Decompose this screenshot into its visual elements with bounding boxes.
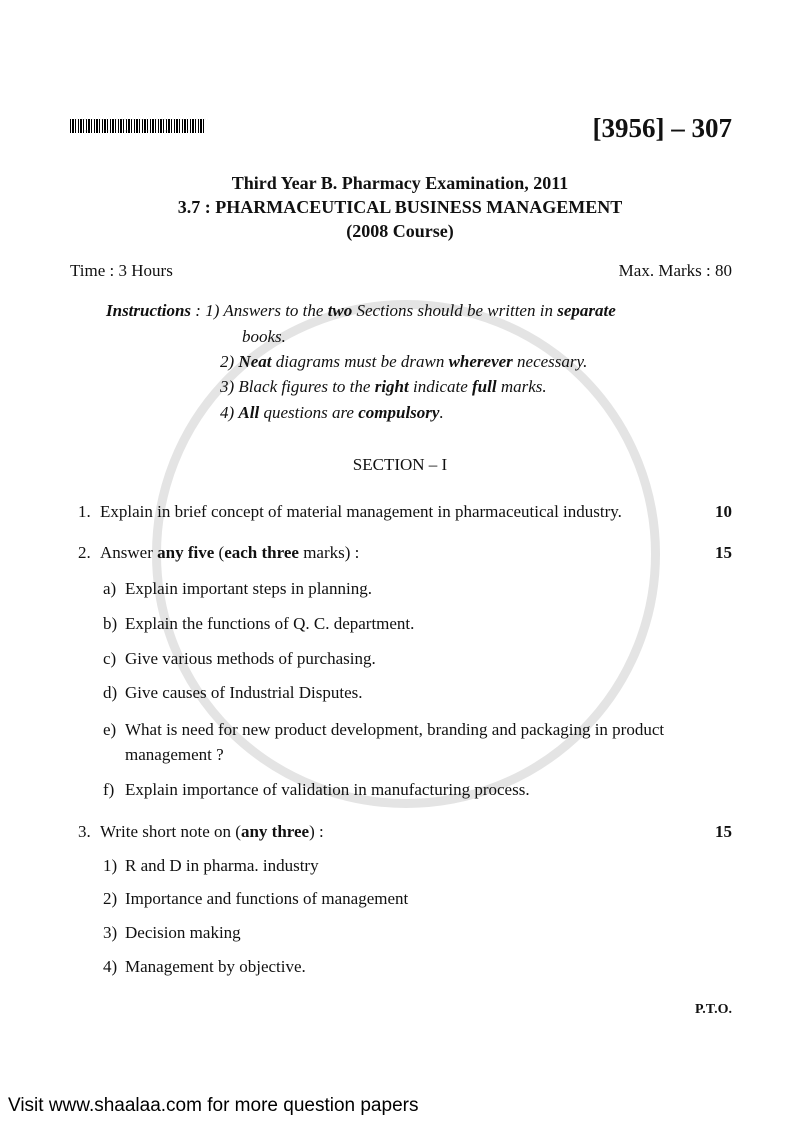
bold: Neat: [238, 352, 272, 371]
q2e-text: What is need for new product development, branding and packaging in product: [125, 720, 665, 739]
num: 1): [205, 301, 220, 320]
q2c-number: c): [103, 649, 117, 668]
course-title: (2008 Course): [346, 221, 454, 241]
instructions-label: Instructions: [106, 301, 192, 320]
q3-3-number: 3): [103, 923, 118, 942]
q3-4-number: 4): [103, 957, 118, 976]
pto-label: P.T.O.: [695, 1002, 732, 1017]
colon: :: [191, 301, 206, 320]
q2c-text: Give various methods of purchasing.: [125, 649, 376, 668]
footer-promo: Visit www.shaalaa.com for more question papers: [8, 1095, 419, 1116]
q3-2-text: Importance and functions of management: [125, 889, 409, 908]
instruction-1-cont: books.: [242, 327, 286, 346]
bold: wherever: [448, 352, 513, 371]
max-marks: Max. Marks : 80: [618, 261, 732, 280]
q2e-number: e): [103, 720, 117, 739]
q1-text: Explain in brief concept of material management in pharmaceutical industry.: [100, 502, 622, 521]
bold: two: [327, 301, 353, 320]
instruction-2: [220, 353, 587, 370]
text: diagrams must be drawn: [271, 352, 449, 371]
text: ) :: [309, 822, 324, 841]
q2a-number: a): [103, 579, 117, 598]
text: Write short note on (: [100, 822, 241, 841]
time-label: Time : 3 Hours: [70, 261, 173, 280]
q1-number: 1.: [78, 502, 91, 521]
text: indicate: [408, 377, 473, 396]
text: Sections should be written in: [352, 301, 558, 320]
instruction-4: [220, 404, 444, 421]
instruction-3: [220, 378, 547, 395]
text: marks) :: [298, 543, 360, 562]
q2a-text: Explain important steps in planning.: [125, 579, 372, 598]
q2b-text: Explain the functions of Q. C. department.: [125, 614, 415, 633]
num: 4): [220, 403, 235, 422]
q3-4-text: Management by objective.: [125, 957, 306, 976]
q2f-text: Explain importance of validation in manufacturing process.: [125, 780, 530, 799]
q3-marks: 15: [715, 822, 732, 841]
subject-title: 3.7 : PHARMACEUTICAL BUSINESS MANAGEMENT: [177, 197, 623, 217]
text: questions are: [259, 403, 359, 422]
text: Answer: [100, 543, 158, 562]
q2-text: [100, 544, 359, 561]
text: necessary.: [512, 352, 588, 371]
num: 2): [220, 352, 235, 371]
text: marks.: [496, 377, 547, 396]
barcode: [70, 119, 206, 133]
q2b-number: b): [103, 614, 118, 633]
q3-2-number: 2): [103, 889, 118, 908]
q2f-number: f): [103, 780, 115, 799]
bold: full: [472, 377, 497, 396]
text: .: [439, 403, 444, 422]
num: 3): [220, 377, 235, 396]
bold: any three: [240, 822, 310, 841]
q2d-text: Give causes of Industrial Disputes.: [125, 683, 363, 702]
text: Black figures to the: [238, 377, 375, 396]
q2-marks: 15: [715, 543, 732, 562]
q3-1-text: R and D in pharma. industry: [125, 856, 319, 875]
bold: compulsory: [358, 403, 440, 422]
q1-marks: 10: [715, 502, 732, 521]
text: (: [214, 543, 225, 562]
bold: each three: [224, 543, 299, 562]
q3-number: 3.: [78, 822, 91, 841]
bold: right: [374, 377, 409, 396]
q3-3-text: Decision making: [125, 923, 241, 942]
section-heading: SECTION – I: [352, 455, 448, 474]
exam-title: Third Year B. Pharmacy Examination, 2011: [231, 173, 569, 193]
q2e-text-cont: management ?: [125, 745, 224, 764]
q3-text: [100, 823, 324, 840]
bold: All: [238, 403, 260, 422]
instruction-1: [106, 302, 616, 319]
q2d-number: d): [103, 683, 118, 702]
bold: separate: [557, 301, 616, 320]
paper-code: [3956] – 307: [592, 113, 732, 143]
q2-number: 2.: [78, 543, 91, 562]
q3-1-number: 1): [103, 856, 118, 875]
text: Answers to the: [223, 301, 328, 320]
bold: any five: [157, 543, 215, 562]
